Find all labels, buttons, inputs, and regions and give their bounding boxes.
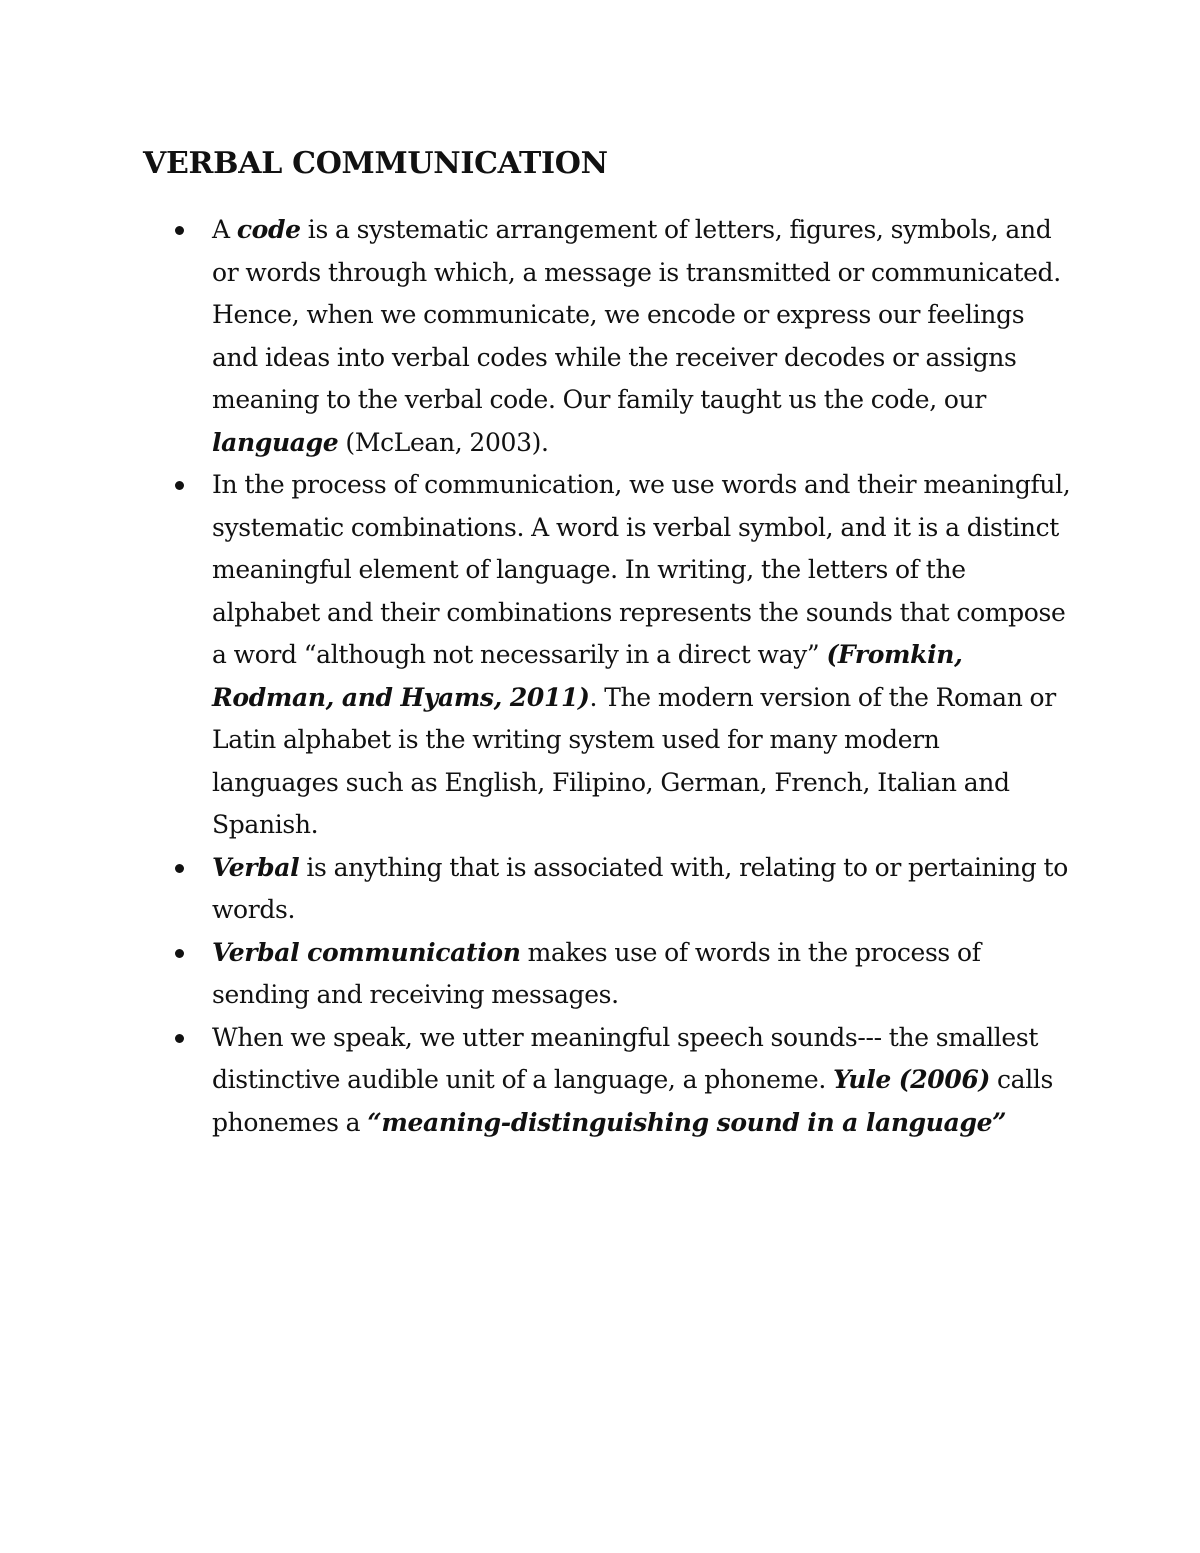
bullet-item-verbal (212, 847, 1072, 932)
bullet-item-verbal-communication (212, 932, 1072, 1017)
term-verbal-communication: Verbal communication (212, 937, 521, 967)
quote-phoneme: “meaning-distinguishing sound in a language” (367, 1107, 1007, 1137)
bullet-list (212, 209, 1072, 1144)
term-verbal: Verbal (212, 852, 300, 882)
bullet-item-code (212, 209, 1072, 464)
bullet-text: In the process of communication, we use words and their meaningful, systematic combinations. A word is verbal symbol, and it is a distinct meaningful element of language. In writing, the letters of the alphabet and their combinations represents the sounds that compose a word “although not necessarily in a direct way” (212, 470, 1071, 669)
bullet-text: (McLean, 2003). (338, 427, 549, 457)
bullet-text: calls phonemes a (212, 1065, 1054, 1137)
bullet-text: . The modern version of the Roman or Latin alphabet is the writing system used for many modern languages such as English, Filipino, German, French, Italian and Spanish. (212, 682, 1056, 839)
citation-yule: Yule (2006) (833, 1065, 990, 1094)
bullet-text: When we speak, we utter meaningful speech sounds--- the smallest distinctive audible unit of a language, a phoneme. (212, 1022, 1039, 1094)
bullet-text: makes use of words in the process of sending and receiving messages. (212, 937, 981, 1009)
bullet-item-phoneme (212, 1017, 1072, 1145)
bullet-text: is a systematic arrangement of letters, figures, symbols, and or words through which, a message is transmitted or communicated. Hence, when we communicate, we encode or express our feelings and ideas into verbal codes while the receiver decodes or assigns meaning to the verbal code. Our family taught us the code, our (212, 215, 1061, 414)
term-code: code (236, 215, 301, 244)
bullet-text: is anything that is associated with, relating to or pertaining to words. (212, 852, 1068, 924)
term-language: language (212, 427, 339, 457)
bullet-text: A (212, 215, 237, 244)
bullet-item-words (212, 464, 1072, 847)
document-title: VERBAL COMMUNICATION (143, 146, 608, 181)
citation-fromkin: (Fromkin, Rodman, and Hyams, 2011) (212, 640, 963, 712)
